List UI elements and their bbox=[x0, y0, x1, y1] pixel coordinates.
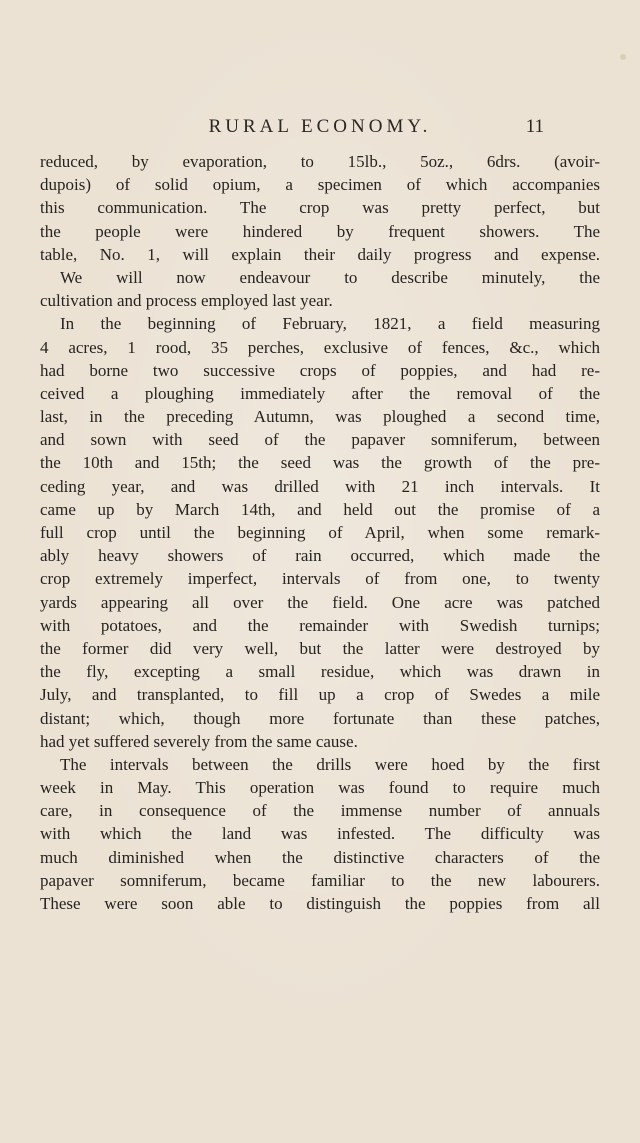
running-head: RURAL ECONOMY. bbox=[208, 116, 432, 137]
text-line: 4 acres, 1 rood, 35 perches, exclusive of fences, &c., which bbox=[40, 337, 600, 357]
text-line: with potatoes, and the remainder with Swedish turnips; bbox=[40, 615, 600, 635]
page-header bbox=[0, 116, 640, 146]
text-line: crop extremely imperfect, intervals of from one, to twenty bbox=[40, 569, 600, 589]
text-line: had yet suffered severely from the same cause. bbox=[40, 731, 358, 751]
text-line: papaver somniferum, became familiar to the new labourers. bbox=[40, 870, 600, 890]
text-line: ably heavy showers of rain occurred, which made the bbox=[40, 546, 600, 566]
text-line: The intervals between the drills were hoed by the first bbox=[60, 754, 600, 774]
text-line: yards appearing all over the field. One acre was patched bbox=[40, 592, 600, 612]
page-number: 11 bbox=[525, 116, 544, 137]
text-line: table, No. 1, will explain their daily progress and expense. bbox=[40, 244, 600, 264]
text-line: the 10th and 15th; the seed was the growth of the pre- bbox=[40, 453, 600, 473]
text-line: distant; which, though more fortunate than these patches, bbox=[40, 708, 600, 728]
text-line: July, and transplanted, to fill up a crop of Swedes a mile bbox=[40, 685, 600, 705]
text-line: ceived a ploughing immediately after the removal of the bbox=[40, 383, 600, 403]
text-line: last, in the preceding Autumn, was ploughed a second time, bbox=[40, 407, 600, 427]
text-line: cultivation and process employed last year. bbox=[40, 291, 333, 311]
text-line: care, in consequence of the immense number of annuals bbox=[40, 801, 600, 821]
text-line: ceding year, and was drilled with 21 inch intervals. It bbox=[40, 476, 600, 496]
text-line: the people were hindered by frequent showers. The bbox=[40, 221, 600, 241]
text-line: the fly, excepting a small residue, which was drawn in bbox=[40, 662, 600, 682]
text-line: dupois) of solid opium, a specimen of which accompanies bbox=[40, 175, 600, 195]
text-line: In the beginning of February, 1821, a field measuring bbox=[60, 314, 600, 334]
text-line: much diminished when the distinctive characters of the bbox=[40, 847, 600, 867]
text-line: and sown with seed of the papaver somniferum, between bbox=[40, 430, 600, 450]
text-line: came up by March 14th, and held out the promise of a bbox=[40, 499, 600, 519]
text-line: this communication. The crop was pretty perfect, but bbox=[40, 198, 600, 218]
paper-smudge bbox=[620, 54, 626, 60]
text-line: the former did very well, but the latter were destroyed by bbox=[40, 638, 600, 658]
text-line: week in May. This operation was found to require much bbox=[40, 778, 600, 798]
text-line: had borne two successive crops of poppies, and had re- bbox=[40, 360, 600, 380]
body-text bbox=[40, 150, 600, 915]
text-line: with which the land was infested. The difficulty was bbox=[40, 824, 600, 844]
text-line: These were soon able to distinguish the poppies from all bbox=[40, 894, 600, 913]
text-line: We will now endeavour to describe minutely, the bbox=[60, 267, 600, 287]
text-line: reduced, by evaporation, to 15lb., 5oz., 6drs. (avoir- bbox=[40, 152, 600, 171]
text-line: full crop until the beginning of April, when some remark- bbox=[40, 523, 600, 542]
